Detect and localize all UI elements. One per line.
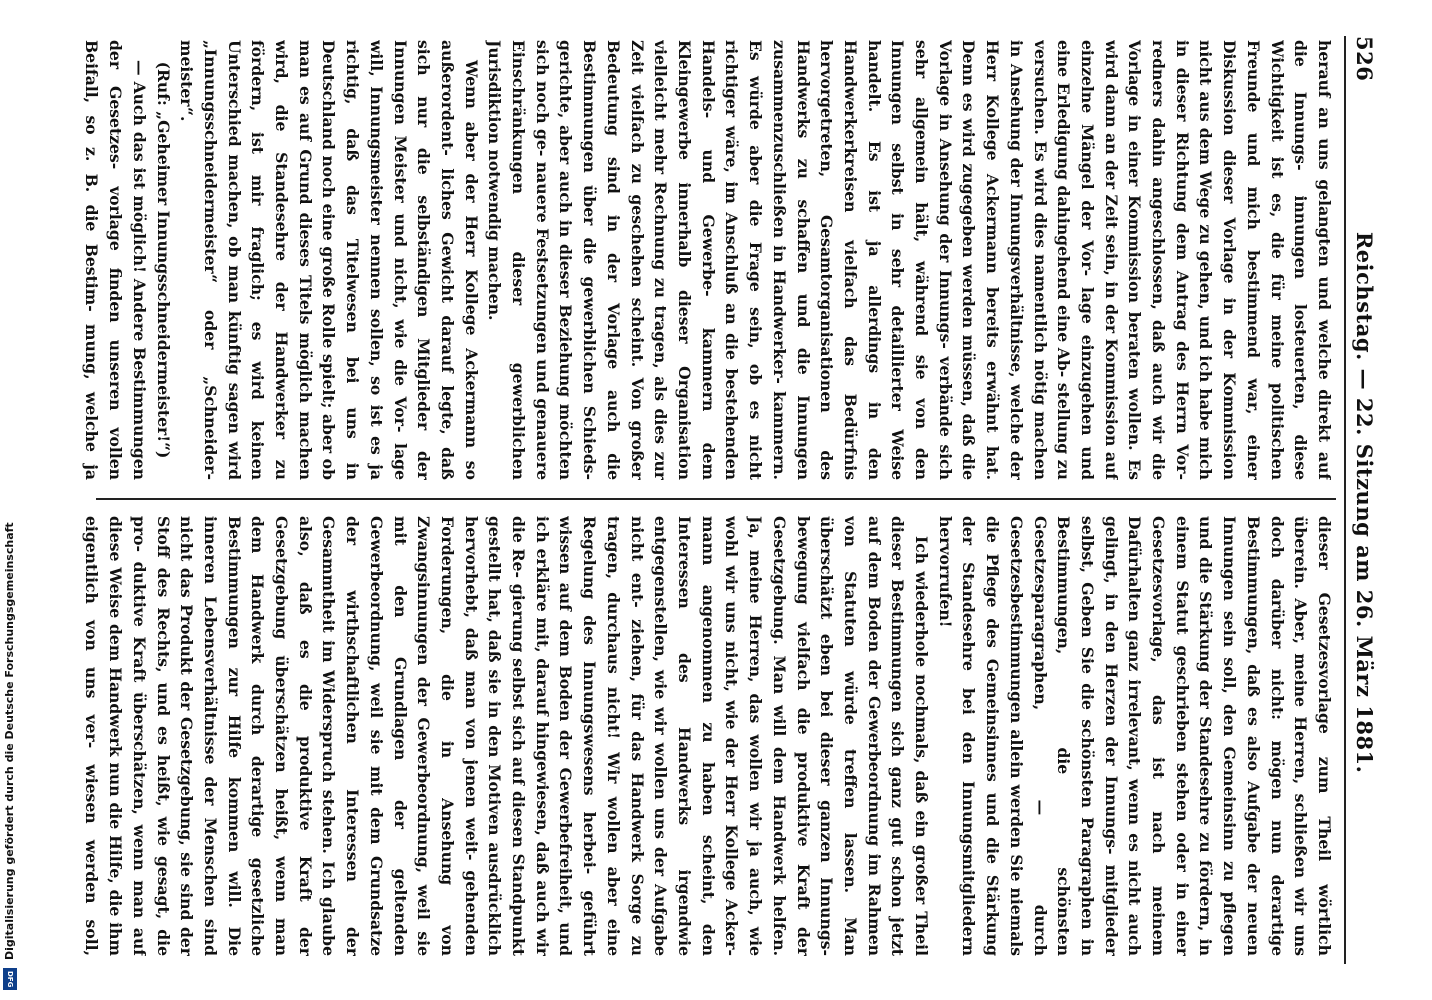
- paragraph: Ich wiederhole nochmals, daß ein großer Theil dieser Bestimmungen sich ganz gut schon jetzt auf dem Boden der Gewerbeordnung im Rahmen von Statuten würde treffen lassen. Man überschätzt eben bei dieser ganzen Innungs- bewegung vielfach die produktive Kraft der Gesetzgebung. Man will dem Handwerk helfen. Ja, meine Herren, das wollen wir ja auch, wie wohl wir uns nicht, wie der Herr Kollege Acker- mann angenommen zu haben scheint, den Interessen des Handwerks irgendwie entgegenstellen, wie wir wollen uns der Aufgabe nicht ent- ziehen, für das Handwerk Sorge zu tragen, durchaus nicht! Wir wollen aber eine Regelung des Innungswesens herbei- geführt wissen auf dem Boden der Gewerbefreiheit, und ich erkläre mit, darauf hingewiesen, daß auch wir die Re- gierung selbst sich auf diesen Standpunkt gestellt hat, daß sie in den Motiven ausdrücklich hervorhebt, daß man von jenen weit- gehenden Forderungen, die in Ansehung von Zwangsinnungen der Gewerbeordnung, weil sie mit den Grundlagen der geltenden Gewerbeordnung, weil sie mit dem Grundsatze der wirthschaftlichen Interessen der Gesammtheit im Widerspruch stehen. Ich glaube also, daß es die produktive Kraft der Gesetzgebung überschätzen heißt, wenn man dem Handwerk durch derartige gesetzliche Bestimmungen zur Hilfe kommen will. Die inneren Lebensverhältnisse der Menschen sind nicht das Produkt der Gesetzgebung, sie sind der Stoff des Rechts, und es heißt, wie gesagt, die pro- duktive Kraft überschätzen, wenn man auf diese Weise dem Handwerk nun die Hilfe, die ihm eigentlich von uns ver- wiesen werden soll,: [82, 516, 932, 956]
- page-number: 526: [1352, 36, 1378, 82]
- interjection: (Ruf: „Geheimer Innungsschneidermeister!“): [153, 61, 173, 459]
- page-header: [1350, 36, 1380, 964]
- dfg-logo: DFG: [3, 968, 17, 990]
- paragraph: Wenn aber der Herr Kollege Ackermann so außerordent- liches Gewicht darauf legte, daß sich nur die selbständigen Mitglieder der Innungen Meister und nicht, wie die Vor- lage will, Innungsmeister nennen sollen, so ist es ja richtig, daß das Titelwesen bei uns in Deutschland noch eine große Rolle spielt; aber ob man es auf Grund dieses Titels möglich machen wird, die Standesehre der Handwerker zu fördern, ist mir fraglich; es wird keinen Unterschied machen, ob man künftig sagen wird „Innungsschneidermeister“ oder „Schneider- meister“.: [177, 40, 481, 480]
- digitization-credit: Digitalisierung gefördert durch die Deutsche Forschungsgemeinschaft: [3, 522, 16, 960]
- text-column-left: [76, 40, 1336, 480]
- page-title: Reichstag. — 22. Sitzung am 26. März 1881.: [1352, 231, 1378, 774]
- header-rule: [1344, 36, 1346, 964]
- digitization-footer: [0, 0, 22, 1000]
- column-divider: [96, 498, 1336, 500]
- rotated-document-page: [30, 0, 1432, 1000]
- paragraph: dieser Gesetzesvorlage zum Theil wörtlich überein. Aber, meine Herren, schließen wir uns doch darüber nicht: mögen nun derartige Bestimmungen, daß es also Aufgabe der neuen Innungen sein soll, den Gemeinsinn zu pflegen und die Stärkung der Standesehre zu fördern, in einem Statut geschrieben stehen oder in einer Gesetzesvorlage, das ist nach meinem Dafürhalten ganz irrelevant, wenn es nicht auch gelingt, in den Herzen der Innungs- mitglieder selbst, Geben Sie die schönsten Paragraphen in Bestimmungen, die schönsten Gesetzesparagraphen, — durch Gesetzesbestimmungen allein werden Sie niemals die Pflege des Gemeinsinnes und die Stärkung der Standesehre bei den Innungsmitgliedern hervorrufen!: [935, 516, 1334, 956]
- paragraph: herauf an uns gelangten und welche direkt auf die Innungs- innungen losteuerten, diese Wichtigkeit ist es, die für meine politischen Freunde und mich bestimmend war, einer Diskussion dieser Vorlage in der Kommission nicht aus dem Wege zu gehen, und ich habe mich in dieser Richtung dem Antrag des Herrn Vor- redners dahin angeschlossen, daß auch wir die Vorlage in einer Kommission beraten wollen. Es wird dann an der Zeit sein, in der Kommission auf einzelne Mängel der Vor- lage einzugehen und eine Erledigung dahingehend eine Ab- stellung zu versuchen. Es wird dies namentlich nötig machen in Ansehung der Innungsverhältnisse, welche der Herr Kollege Ackermann bereits erwähnt hat. Denn es wird zugegeben werden müssen, daß die Vorlage in Ansehung der Innungs- verbände sich sehr allgemein hält, während sie von den Innungen selbst in sehr detaillierter Weise handelt. Es ist ja allerdings in den Handwerkerkreisen vielfach das Bedürfnis hervorgetreten, Gesamtorganisationen des Handwerks zu schaffen und die Innungen zusammenzuschließen in Handwerker- kammern. Es würde aber die Frage sein, ob es nicht richtiger wäre, im Anschluß an die bestehenden Handels- und Gewerbe- kammern dem Kleingewerbe innerhalb dieser Organisation vielleicht mehr Rechnung zu tragen, als dies zur Zeit vielfach zu geschehen scheint. Von großer Bedeutung sind in der Vorlage auch die Bestimmungen über die gewerblichen Schieds- gerichte, aber auch in dieser Beziehung möchten sich noch ge- nauere Festsetzungen und genauere Einschränkungen dieser gewerblichen Jurisdiktion notwendig machen.: [485, 40, 1334, 480]
- text-column-right: [76, 516, 1336, 956]
- paragraph: — Auch das ist möglich! Andere Bestimmungen der Gesetzes- vorlage finden unseren vollen Beifall, so z. B. die Bestim- mung, welche ja: [82, 40, 149, 480]
